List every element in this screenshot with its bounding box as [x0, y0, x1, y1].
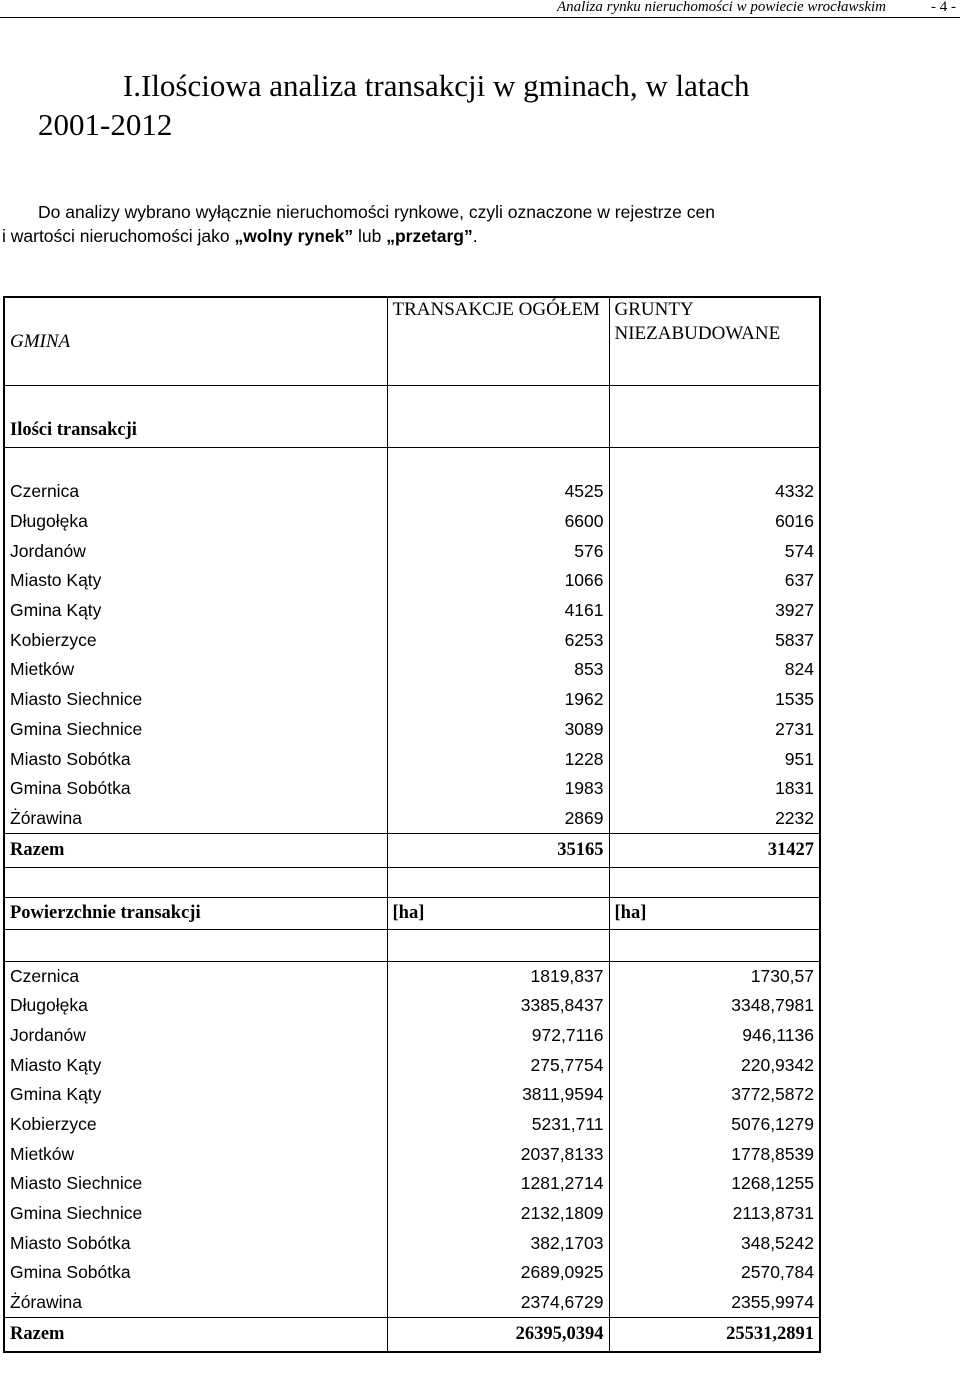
- table-row: [4, 1169, 820, 1199]
- total-transakcje: 26395,0394: [387, 1318, 609, 1352]
- cell-total: 2037,8133: [387, 1139, 609, 1169]
- cell-grunty: 2570,784: [609, 1258, 820, 1288]
- cell-gmina: Długołęka: [10, 995, 88, 1016]
- table-row: [4, 477, 820, 507]
- cell-gmina: Żórawina: [10, 1291, 82, 1312]
- table-row: [4, 1139, 820, 1169]
- total-row: [4, 1318, 820, 1352]
- cell-gmina: Gmina Sobótka: [10, 778, 131, 799]
- cell-gmina: Kobierzyce: [10, 1114, 97, 1135]
- cell-total: 1228: [387, 744, 609, 774]
- cell-gmina: Jordanów: [10, 540, 86, 561]
- cell-grunty: 824: [609, 655, 820, 685]
- cell-grunty: 4332: [609, 477, 820, 507]
- cell-gmina: Miasto Kąty: [10, 1054, 102, 1075]
- table-row: [4, 991, 820, 1021]
- spacer-row: [4, 385, 820, 415]
- table-row: [4, 685, 820, 715]
- table-row: [4, 1021, 820, 1051]
- cell-total: 1962: [387, 685, 609, 715]
- cell-grunty: 946,1136: [609, 1021, 820, 1051]
- cell-total: 1281,2714: [387, 1169, 609, 1199]
- cell-gmina: Mietków: [10, 1143, 75, 1164]
- cell-grunty: 6016: [609, 507, 820, 537]
- total-grunty: 25531,2891: [609, 1318, 820, 1352]
- cell-gmina: Miasto Sobótka: [10, 1232, 131, 1253]
- header-rule: [0, 17, 960, 18]
- cell-total: 382,1703: [387, 1228, 609, 1258]
- spacer-row: [4, 929, 820, 961]
- table-row: [4, 715, 820, 745]
- intro-paragraph: [2, 200, 942, 248]
- section-number: I.: [122, 68, 141, 103]
- table-row: [4, 536, 820, 566]
- cell-total: 6600: [387, 507, 609, 537]
- table-row: [4, 566, 820, 596]
- table-row: [4, 1258, 820, 1288]
- table-row: [4, 961, 820, 991]
- section-title: [38, 66, 898, 144]
- intro-line2: [2, 224, 942, 248]
- cell-gmina: Miasto Siechnice: [10, 1173, 143, 1194]
- cell-grunty: 2113,8731: [609, 1199, 820, 1229]
- cell-gmina: Żórawina: [10, 807, 82, 828]
- running-title: Analiza rynku nieruchomości w powiecie wrocławskim: [557, 0, 886, 15]
- table-header-row: [4, 297, 820, 385]
- cell-grunty: 1730,57: [609, 961, 820, 991]
- cell-total: 3811,9594: [387, 1080, 609, 1110]
- cell-gmina: Gmina Siechnice: [10, 1203, 143, 1224]
- total-transakcje: 35165: [387, 833, 609, 867]
- table-row: [4, 625, 820, 655]
- cell-total: 3089: [387, 715, 609, 745]
- cell-total: 2132,1809: [387, 1199, 609, 1229]
- table-row: [4, 655, 820, 685]
- cell-total: 853: [387, 655, 609, 685]
- cell-total: 3385,8437: [387, 991, 609, 1021]
- cell-gmina: Czernica: [4, 961, 387, 991]
- cell-total: 1819,837: [387, 961, 609, 991]
- table-row: [4, 596, 820, 626]
- table-row: [4, 744, 820, 774]
- cell-grunty: 2232: [609, 804, 820, 834]
- cell-gmina: Gmina Kąty: [10, 600, 102, 621]
- cell-total: 275,7754: [387, 1050, 609, 1080]
- cell-gmina: Jordanów: [10, 1024, 86, 1045]
- table-row: [4, 1080, 820, 1110]
- cell-grunty: 3772,5872: [609, 1080, 820, 1110]
- table-row: [4, 507, 820, 537]
- cell-total: 1983: [387, 774, 609, 804]
- section1-label-row: [4, 415, 820, 447]
- cell-gmina: Miasto Siechnice: [10, 689, 143, 710]
- running-header: [0, 0, 960, 18]
- total-label: Razem: [4, 1318, 387, 1352]
- cell-grunty: 2355,9974: [609, 1288, 820, 1318]
- spacer-row: [4, 447, 820, 477]
- cell-gmina: Mietków: [10, 659, 75, 680]
- cell-grunty: 3927: [609, 596, 820, 626]
- table-row: [4, 804, 820, 834]
- cell-grunty: 1268,1255: [609, 1169, 820, 1199]
- cell-gmina: Gmina Siechnice: [10, 718, 143, 739]
- cell-total: 2869: [387, 804, 609, 834]
- total-label: Razem: [4, 833, 387, 867]
- cell-grunty: 574: [609, 536, 820, 566]
- section1-label: Ilości transakcji: [10, 420, 137, 441]
- cell-grunty: 1778,8539: [609, 1139, 820, 1169]
- cell-grunty: 2731: [609, 715, 820, 745]
- header-gmina: GMINA: [10, 331, 71, 352]
- table-row: [4, 1288, 820, 1318]
- unit-grunty: [ha]: [609, 897, 820, 929]
- cell-total: 5231,711: [387, 1110, 609, 1140]
- cell-gmina: Czernica: [10, 481, 80, 502]
- page-number: - 4 -: [931, 0, 956, 15]
- intro-line1: Do analizy wybrano wyłącznie nieruchomości rynkowe, czyli oznaczone w rejestrze cen: [38, 202, 715, 222]
- table-row: [4, 774, 820, 804]
- cell-total: 972,7116: [387, 1021, 609, 1051]
- section-title-line1: Ilościowa analiza transakcji w gminach, w latach: [141, 68, 750, 103]
- cell-gmina: Miasto Kąty: [10, 570, 102, 591]
- section2-label: Powierzchnie transakcji: [4, 897, 387, 929]
- cell-gmina: Długołęka: [10, 511, 88, 532]
- intro-connector: lub: [353, 226, 387, 246]
- cell-grunty: 5076,1279: [609, 1110, 820, 1140]
- cell-grunty: 3348,7981: [609, 991, 820, 1021]
- cell-total: 1066: [387, 566, 609, 596]
- cell-gmina: Gmina Kąty: [10, 1084, 102, 1105]
- total-row: [4, 833, 820, 867]
- section-title-line2: 2001-2012: [38, 107, 173, 142]
- cell-grunty: 220,9342: [609, 1050, 820, 1080]
- cell-gmina: Kobierzyce: [10, 629, 97, 650]
- cell-grunty: 637: [609, 566, 820, 596]
- cell-total: 2374,6729: [387, 1288, 609, 1318]
- unit-transakcje: [ha]: [387, 897, 609, 929]
- cell-total: 6253: [387, 625, 609, 655]
- cell-gmina: Miasto Sobótka: [10, 748, 131, 769]
- table-row: [4, 1199, 820, 1229]
- spacer-row: [4, 867, 820, 897]
- header-transakcje: TRANSAKCJE OGÓŁEM: [387, 297, 609, 385]
- term-przetarg: „przetarg”: [386, 226, 473, 246]
- cell-gmina: Gmina Sobótka: [10, 1262, 131, 1283]
- cell-total: 2689,0925: [387, 1258, 609, 1288]
- intro-line2-text: i wartości nieruchomości jako: [2, 226, 235, 246]
- cell-grunty: 951: [609, 744, 820, 774]
- total-grunty: 31427: [609, 833, 820, 867]
- cell-grunty: 5837: [609, 625, 820, 655]
- cell-total: 4161: [387, 596, 609, 626]
- cell-grunty: 1831: [609, 774, 820, 804]
- header-grunty: GRUNTY NIEZABUDOWANE: [609, 297, 820, 385]
- intro-end: .: [472, 226, 478, 246]
- table-row: [4, 1110, 820, 1140]
- table-row: [4, 1228, 820, 1258]
- section2-label-row: [4, 897, 820, 929]
- transactions-table: [3, 296, 821, 1353]
- table-row: [4, 1050, 820, 1080]
- cell-total: 4525: [387, 477, 609, 507]
- cell-total: 576: [387, 536, 609, 566]
- cell-grunty: 348,5242: [609, 1228, 820, 1258]
- cell-grunty: 1535: [609, 685, 820, 715]
- term-wolny-rynek: „wolny rynek”: [234, 226, 354, 246]
